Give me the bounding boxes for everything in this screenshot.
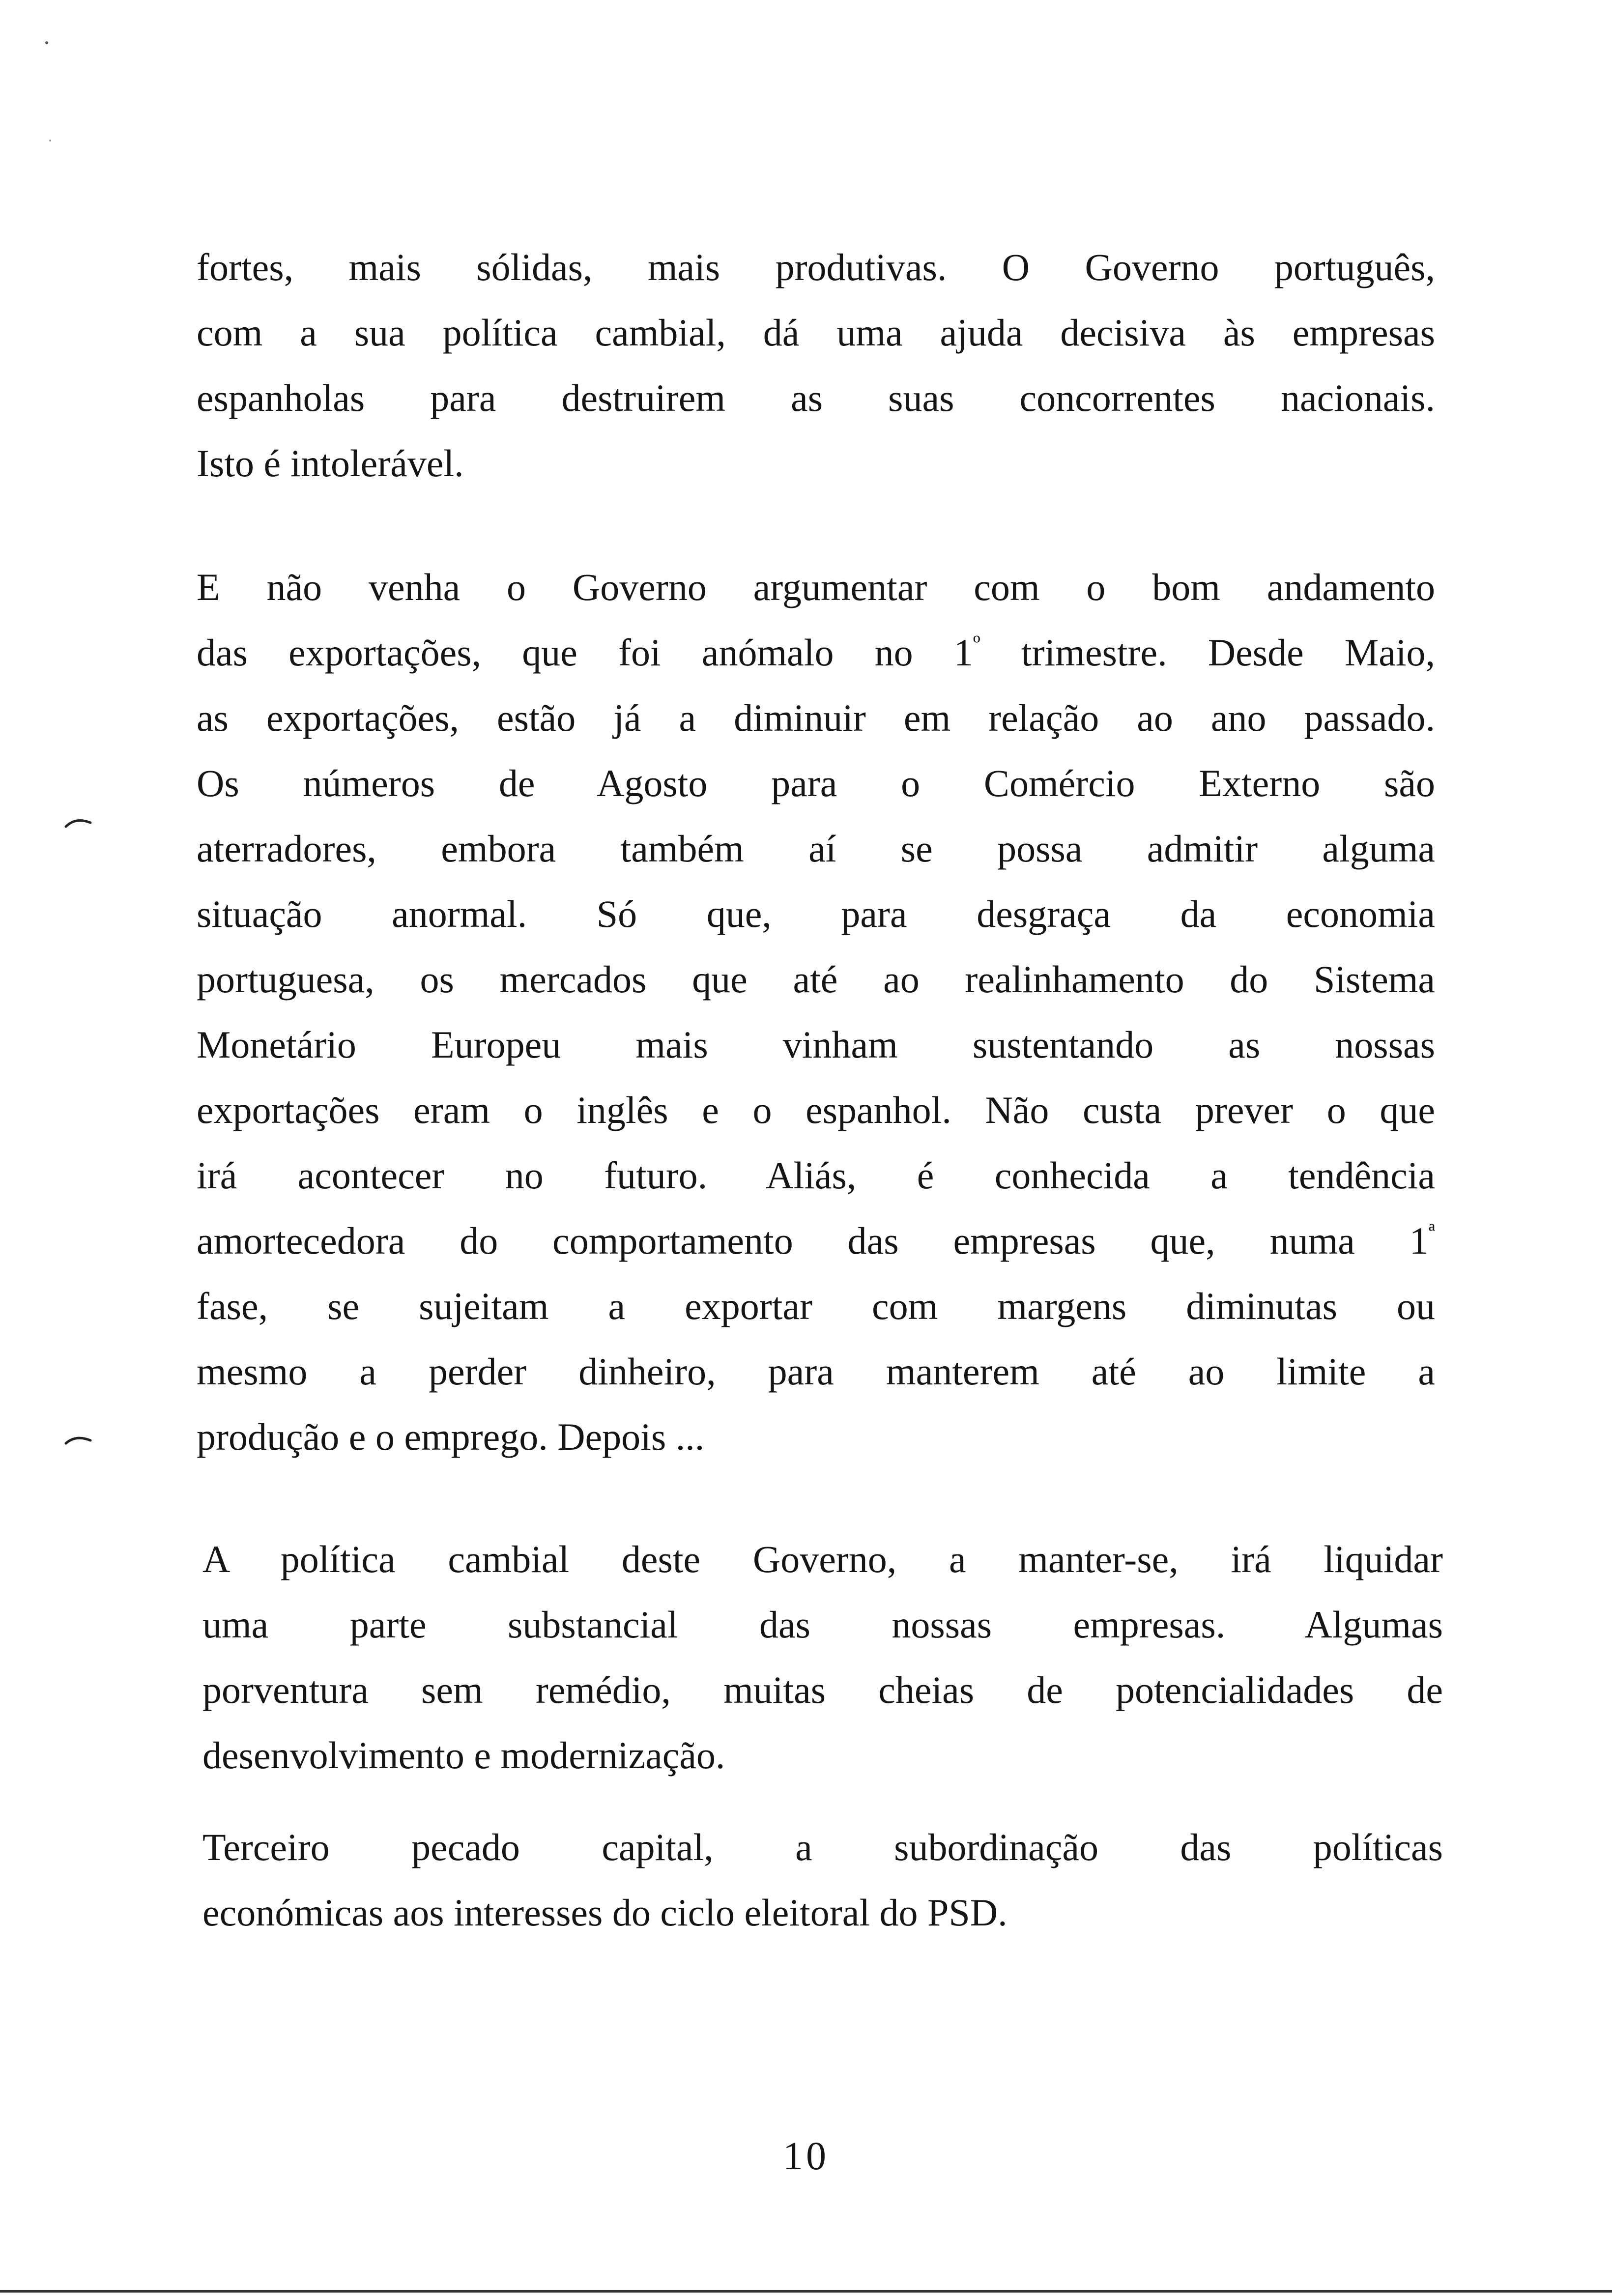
text-line: uma parte substancial das nossas empresas. Algumas xyxy=(202,1603,1443,1646)
text-line: espanholas para destruirem as suas concorrentes nacionais. xyxy=(197,376,1435,419)
text-line: produção e o emprego. Depois ... xyxy=(197,1415,705,1458)
paragraph xyxy=(202,1526,1443,1788)
ordinal-superscript: º xyxy=(973,631,980,657)
text-segment: amortecedora do comportamento das empresas que, numa 1 xyxy=(197,1219,1429,1262)
text-line: Os números de Agosto para o Comércio Externo são xyxy=(197,762,1435,804)
text-line: Terceiro pecado capital, a subordinação das políticas xyxy=(202,1826,1443,1868)
text-line: situação anormal. Só que, para desgraça da economia xyxy=(197,892,1435,935)
scan-edge-rule xyxy=(0,2290,1612,2293)
text-segment: trimestre. Desde Maio, xyxy=(980,631,1436,674)
text-line: económicas aos interesses do ciclo eleitoral do PSD. xyxy=(202,1891,1008,1934)
margin-punch-mark xyxy=(64,1433,93,1447)
text-line: fase, se sujeitam a exportar com margens diminutas ou xyxy=(197,1285,1435,1327)
ordinal-superscript: ª xyxy=(1428,1219,1435,1245)
paragraph xyxy=(197,554,1435,1469)
text-line: E não venha o Governo argumentar com o bom andamento xyxy=(197,566,1435,608)
page-number: 10 xyxy=(783,2133,829,2178)
text-line: com a sua política cambial, dá uma ajuda decisiva às empresas xyxy=(197,311,1435,354)
text-line: as exportações, estão já a diminuir em relação ao ano passado. xyxy=(197,696,1435,739)
scan-speck xyxy=(45,41,48,44)
text-line: mesmo a perder dinheiro, para manterem até ao limite a xyxy=(197,1350,1435,1393)
text-line: fortes, mais sólidas, mais produtivas. O Governo português, xyxy=(197,246,1435,288)
text-line: portuguesa, os mercados que até ao realinhamento do Sistema xyxy=(197,958,1435,1001)
scan-speck xyxy=(49,140,51,142)
text-line: aterradores, embora também aí se possa admitir alguma xyxy=(197,827,1435,870)
text-line: irá acontecer no futuro. Aliás, é conhecida a tendência xyxy=(197,1154,1435,1197)
text-line: porventura sem remédio, muitas cheias de potencialidades de xyxy=(202,1668,1443,1711)
text-line: Isto é intolerável. xyxy=(197,442,464,485)
text-line: Monetário Europeu mais vinham sustentando as nossas xyxy=(197,1023,1435,1066)
text-line: desenvolvimento e modernização. xyxy=(202,1734,725,1777)
text-segment: das exportações, que foi anómalo no 1 xyxy=(197,631,973,674)
paragraph xyxy=(202,1814,1443,1945)
paragraph xyxy=(197,234,1435,496)
margin-punch-mark xyxy=(64,816,93,831)
text-line: A política cambial deste Governo, a manter-se, irá liquidar xyxy=(202,1538,1443,1580)
text-line: exportações eram o inglês e o espanhol. Não custa prever o que xyxy=(197,1089,1435,1131)
text-line xyxy=(197,1208,1435,1273)
text-line xyxy=(197,620,1435,685)
